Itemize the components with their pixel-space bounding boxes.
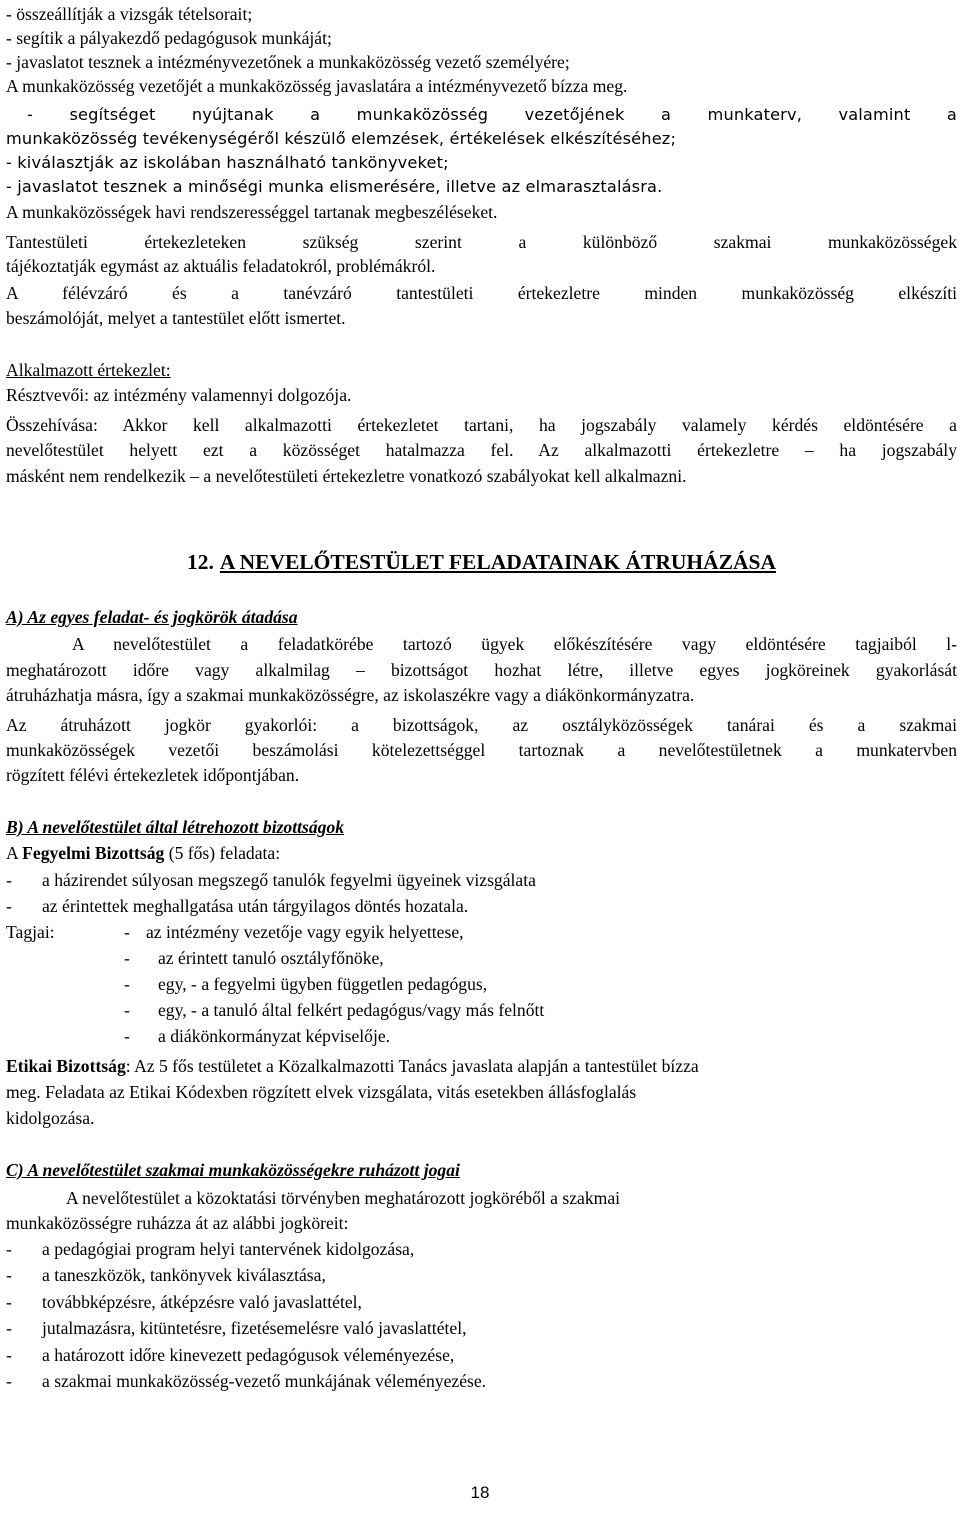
page-number: 18 [470,1483,490,1502]
list-item: - segítik a pályakezdő pedagógusok munkáját; [6,28,332,48]
section-b-heading: B) A nevelőtestület által létrehozott bizottságok [6,817,345,837]
paragraph-line: Tantestületi értekezleteken szükség szerint a különböző szakmai munkaközösségek [6,232,957,252]
list-item: - összeállítják a vizsgák tételsorait; [6,4,253,24]
alkalmazott-heading: Alkalmazott értekezlet: [6,360,171,380]
section-c-heading: C) A nevelőtestület szakmai munkaközösségekre ruházott jogai [6,1160,460,1180]
list-item: - kiválasztják az iskolában használható tankönyveket; [6,153,449,172]
paragraph-line: kidolgozása. [6,1108,95,1128]
paragraph-line: munkaközösségek vezetői beszámolási kötelezettséggel tartoznak a nevelőtestületnek a munkatervben [6,740,957,760]
list-item: - javaslatot tesznek a intézményvezetőnek a munkaközösség vezető személyére; [6,52,570,72]
paragraph-line: Résztvevői: az intézmény valamennyi dolgozója. [6,385,352,405]
list-item: - javaslatot tesznek a minőségi munka elismerésére, illetve az elmarasztalásra. [6,177,663,196]
list-item: - segítséget nyújtanak a munkaközösség vezetőjének a munkaterv, valamint a [27,105,957,124]
paragraph-line: A nevelőtestület a feladatkörébe tartozó ügyek előkészítésére vagy eldöntésére tagjaiból l- [72,634,957,654]
paragraph-line: A félévzáró és a tanévzáró tantestületi értekezletre minden munkaközösség elkészíti [6,283,957,303]
paragraph-line: rögzített félévi értekezletek időpontjában. [6,765,300,785]
paragraph-line: meghatározott időre vagy alkalmilag – bizottságot hozhat létre, illetve egyes jogköreinek gyakorlását [6,660,957,680]
etikai-line: Etikai Bizottság: Az 5 fős testületet a Közalkalmazotti Tanács javaslata alapján a tantestület bízza [6,1056,699,1076]
paragraph-line: beszámolóját, melyet a tantestület előtt ismertet. [6,308,346,328]
paragraph-line: A munkaközösség vezetőjét a munkaközösség javaslatára a intézményvezető bízza meg. [6,76,628,96]
paragraph-line: meg. Feladata az Etikai Kódexben rögzített elvek vizsgálata, vitás esetekben állásfoglalás [6,1082,637,1102]
chapter-heading: 12. A NEVELŐTESTÜLET FELADATAINAK ÁTRUHÁZÁSA [186,550,776,574]
paragraph-line: A munkaközösségek havi rendszerességgel tartanak megbeszéléseket. [6,202,498,222]
paragraph-line: tájékoztatják egymást az aktuális feladatokról, problémákról. [6,256,436,276]
list-item: Tagjai: - az intézmény vezetője vagy egyik helyettese, [6,922,464,942]
paragraph-line: Összehívása: Akkor kell alkalmazotti értekezletet tartani, ha jogszabály valamely kérdés eldöntésére a [6,415,957,435]
section-a-heading: A) Az egyes feladat- és jogkörök átadása [6,607,298,627]
paragraph-line: átruházhatja másra, így a szakmai munkaközösségre, az iskolaszékre vagy a diákönkormányzatra. [6,685,695,705]
paragraph-line: munkaközösség tevékenységéről készülő elemzések, értékelések elkészítéséhez; [6,129,677,148]
paragraph-line: másként nem rendelkezik – a nevelőtestületi értekezletre vonatkozó szabályokat kell alkalmazni. [6,466,687,486]
paragraph-line: munkaközösségre ruházza át az alábbi jogköreit: [6,1213,349,1233]
fegyelmi-line: A Fegyelmi Bizottság (5 fős) feladata: [6,843,281,863]
paragraph-line: A nevelőtestület a közoktatási törvényben meghatározott jogköréből a szakmai [66,1188,621,1208]
paragraph-line: nevelőtestület helyett ezt a közösséget hatalmazza fel. Az alkalmazotti értekezletre – ha jogszabály [6,440,957,460]
paragraph-line: Az átruházott jogkör gyakorlói: a bizottságok, az osztályközösségek tanárai és a szakmai [6,715,957,735]
